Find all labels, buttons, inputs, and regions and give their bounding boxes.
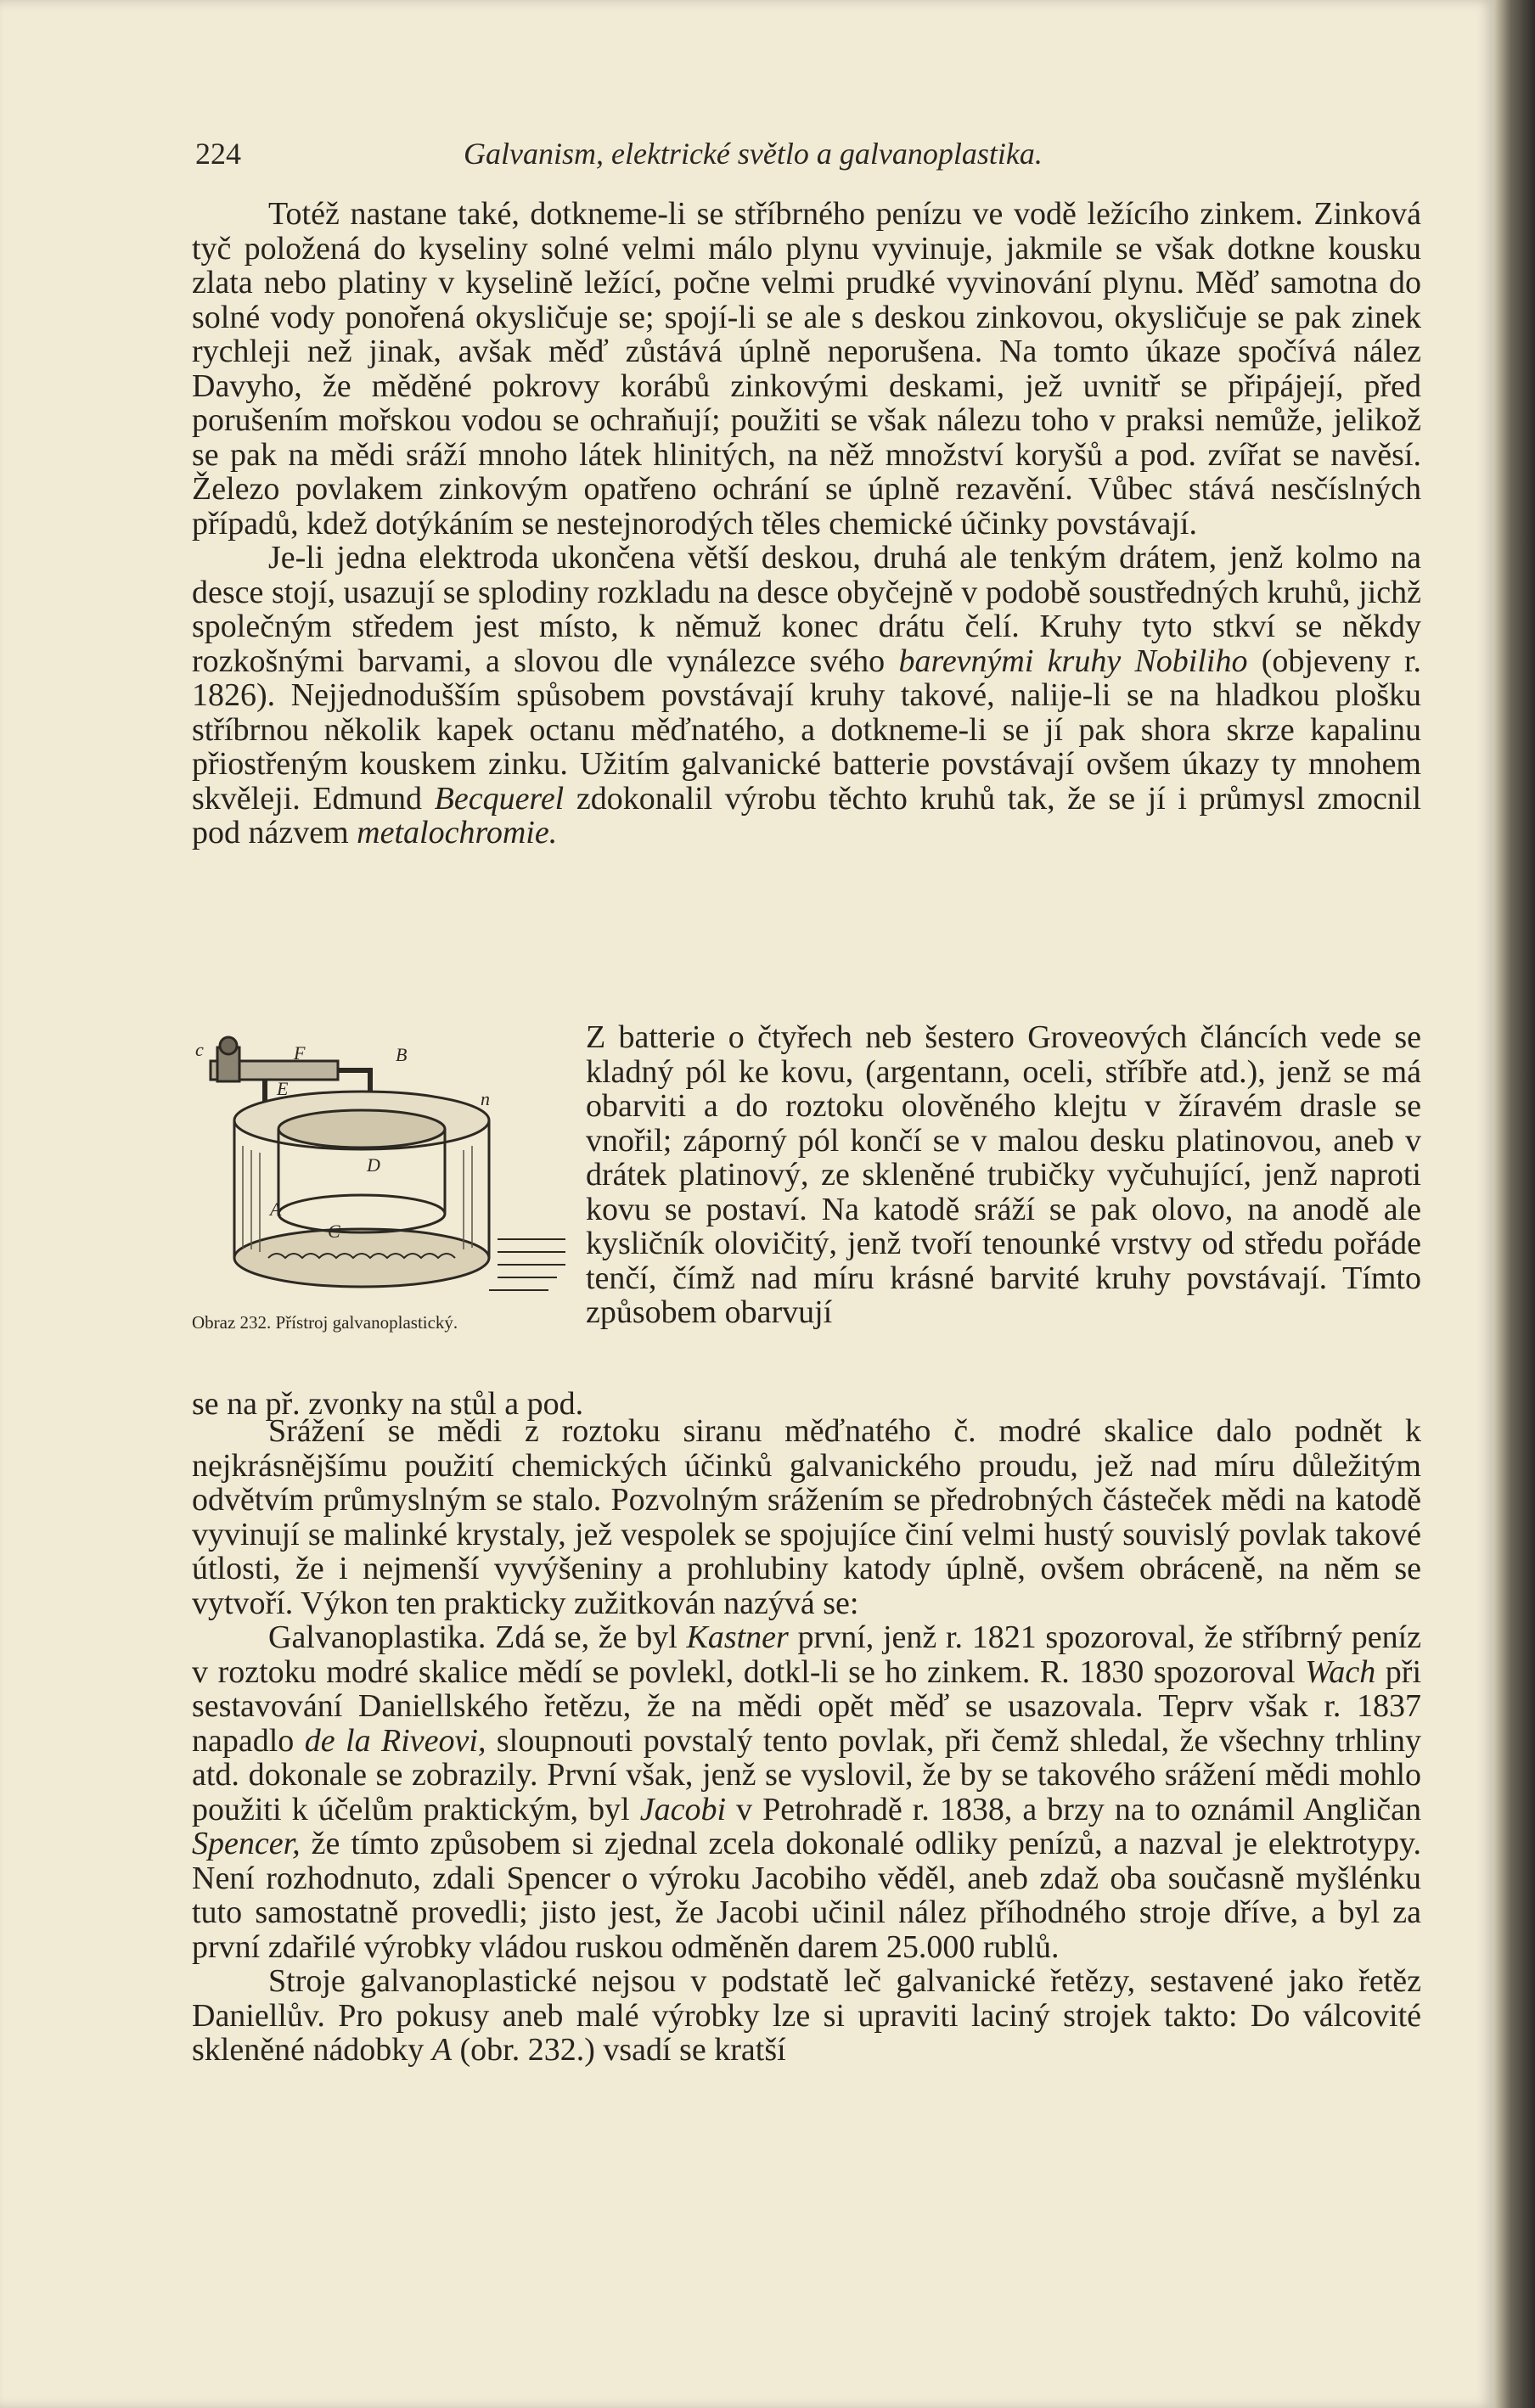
text-run: sloupnouti povstalý tento povlak, při čemž shledal, že všechny trhliny atd. dokonale se zobrazily. První však, jenž se vyslovil, že by se takového srážení mědi mohlo použiti k účelům praktickým, byl [192,1722,1421,1827]
name-jacobi: Jacobi [639,1791,727,1827]
name-kastner: Kastner [686,1619,789,1655]
continuation-line: se na př. zvonky na stůl a pod. [192,1386,584,1422]
paragraph-galvanoplastika [192,1620,1421,1964]
text-run: v Petrohradě r. 1838, a brzy na to oznámil Angličan [736,1791,1421,1827]
name-wach: Wach [1305,1653,1376,1690]
text-block-bottom [192,1414,1421,2068]
figure-galvanoplastic-apparatus [192,1036,576,1351]
figure-ref-a: A [431,2032,453,2068]
label-a: A [270,1198,282,1220]
label-e: E [277,1078,289,1099]
text-run: Stroje galvanoplastické nejsou v podstatě leč galvanické řetězy, sestavené jako řetěz Daniellův. Pro pokusy aneb malé výrobky lze si upraviti laciný strojek takto: Do válcovité skleněné nádobky [192,1963,1421,2068]
label-f: F [294,1042,306,1064]
running-title: Galvanism, elektrické světlo a galvanoplastika. [464,137,1043,171]
label-d: D [367,1154,380,1176]
text-run: že tímto způsobem si zjednal zcela dokonalé odliky penízů, a nazval je elektrotypy. Není rozhodnuto, zdali Spencer o výroku Jacobiho věděl, aneb zdaž oba současně myšlénku tuto samostatně provedli; jisto jest, že Jacobi učinil nález příhodného stroje dříve, a byl za první zdařilé výrobky vládou ruskou odměněn darem 25.000 rublů. [192,1826,1422,1965]
text-run: při sestavování Daniellského řetězu, že na mědi opět měď se usazovala. Teprv však r. 1837 napadlo [192,1653,1422,1759]
book-gutter-edge [1494,0,1535,2408]
text-beside-figure [586,1020,1421,1330]
paragraph-davy: Totéž nastane také, dotkneme-li se stříbrného penízu ve vodě ležícího zinkem. Zinková tyč položená do kyseliny solné velmi málo plynu vyvinuje, jakmile se však dotkne kousku zlata nebo platiny v kyselině ležící, počne velmi prudké vyvinování plynu. Měď samotna do solné vody ponořená okysličuje se; spojí-li se ale s deskou zinkovou, okysličuje se pak zinek rychleji než jinak, avšak měď zůstává úplně neporušena. Na tomto úkaze spočívá nález Davyho, že měděné pokrovy korábů zinkovými deskami, jež uvnitř se připájejí, před porušením mořskou vodou se ochraňují; použiti se však nálezu toho v praksi nemůže, jelikož se pak na mědi sráží mnoho látek hlinitých, na něž množství koryšů a pod. zvířat se navěsí. Železo povlakem zinkovým opatřeno ochrání se úplně rezavění. Vůbec stává nesčíslných případů, kdež dotýkáním se nestejnorodých těles chemické účinky povstávají. [192,196,1421,542]
label-n: n [481,1088,490,1109]
section-heading-galvanoplastika: Galvanoplastika. [268,1619,486,1655]
term-nobili-rings: barevnými kruhy Nobiliho [898,643,1248,679]
text-run: zdokonalil výrobu těchto kruhů tak, že se jí i průmysl zmocnil pod názvem [192,780,1422,850]
page-number: 224 [195,137,241,171]
figure-caption: Obraz 232. Přístroj galvanoplastický. [192,1312,458,1333]
paragraph-copper-deposition: Srážení se mědi z roztoku siranu měďnatého č. modré skalice dalo podnět k nejkrásnějšímu použití chemických účinků galvanického proudu, jež nad míru důležitým odvětvím průmyslným se stalo. Pozvolným srážením se předrobných částeček mědi na katodě vyvinují se malinké krystaly, jež vespolek se spojujíce činí velmi hustý souvislý povlak takové útlosti, že i nejmenší vyvýšeniny a prohlubiny katody úplně, ovšem obráceně, na něm se vytvoří. Výkon ten prakticky zužitkován nazývá se: [192,1413,1421,1621]
name-spencer: Spencer, [192,1826,301,1861]
paragraph-stroje [192,1964,1421,2068]
text-run: Je-li jedna elektroda ukončena větší deskou, druhá ale tenkým drátem, jenž kolmo na desce stojí, usazují se splodiny rozkladu na desce obyčejně v podobě soustředných kruhů, jichž společným středem jest místo, k němuž konec drátu čelí. Kruhy tyto stkví se někdy rozkošnými barvami, a slovou dle vynálezce svého [192,540,1421,679]
text-run: (objeveny r. 1826). Nejjednodušším spůsobem povstávají kruhy takové, nalije-li se na hladkou plošku stříbrnou několik kapek octanu měďnatého, a dotkneme-li se jí pak shora skrze kapalinu přiostřeným kouskem zinku. Užitím galvanické batterie povstávají ovšem úkazy ty mnohem skvěleji. Edmund [192,643,1422,817]
text-run: první, jenž r. 1821 spozoroval, že stříbrný peníz v roztoku modré skalice mědí se povlekl, dotkl-li se ho zinkem. R. 1830 spozoroval [192,1619,1421,1690]
text-run: (obr. 232.) vsadí se kratší [459,2032,786,2068]
term-metalochromie: metalochromie. [357,815,558,850]
paragraph-nobili-rings [192,541,1421,850]
apparatus-illustration [192,1036,576,1316]
text-run: Zdá se, že byl [495,1619,678,1655]
name-de-la-rive: de la Riveovi, [304,1722,486,1759]
paragraph-battery: Z batterie o čtyřech neb šestero Groveových článcích vede se kladný pól ke kovu, (argentann, oceli, stříbře atd.), jenž se má obarviti a do roztoku olověného klejtu v žíravém drasle se vnořil; záporný pól končí se v malou desku platinovou, aneb v drátek platinový, ze skleněné trubičky vyčuhující, jenž naproti kovu se postaví. Na katodě sráží se pak olovo, na anodě ale kysličník olovičitý, jenž tvoří tenounké vrstvy od středu pořáde tenčí, čímž nad míru krásné barvité kruhy povstávají. Tímto způsobem obarvují [586,1019,1421,1330]
label-c: c [195,1039,204,1060]
label-c2: C [328,1221,340,1242]
text-block-top [192,197,1421,850]
label-b: B [396,1044,408,1065]
name-becquerel: Becquerel [434,780,565,817]
